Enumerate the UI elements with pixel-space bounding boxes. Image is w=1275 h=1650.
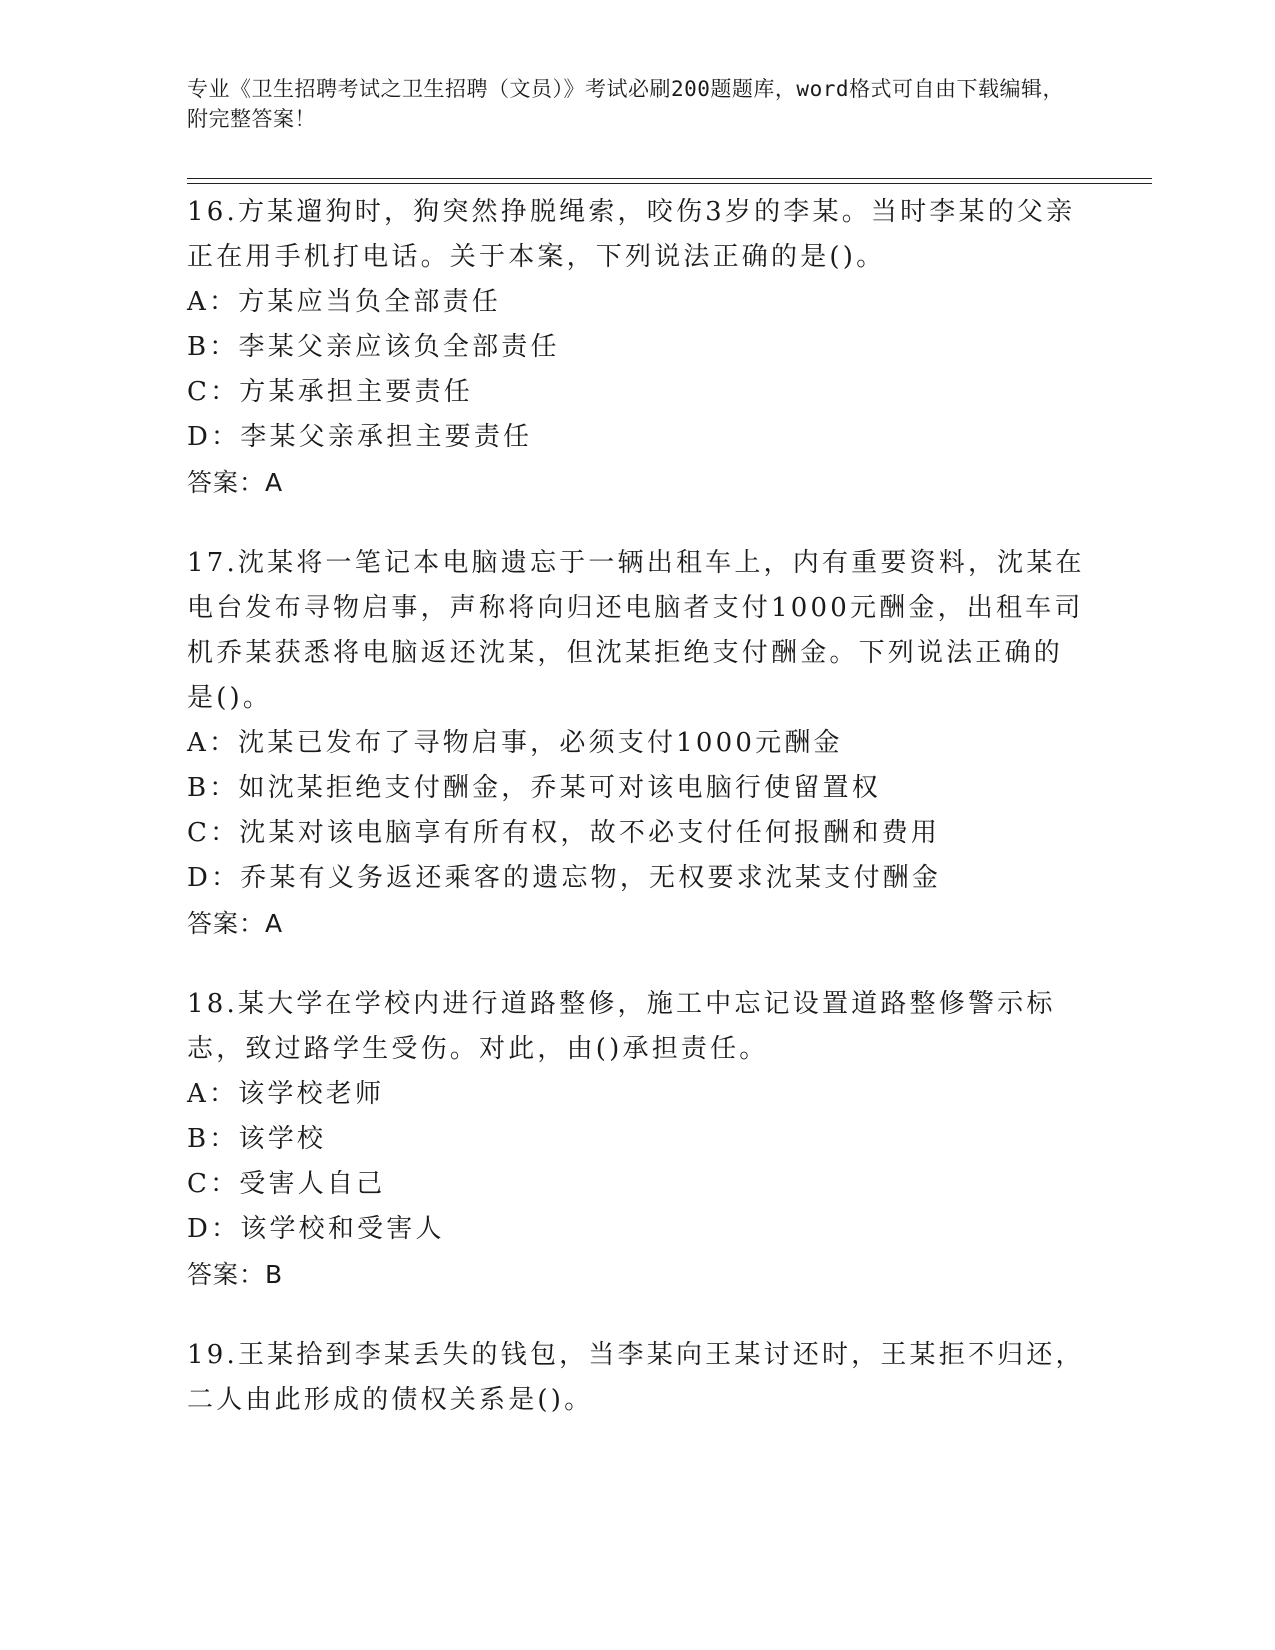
question-16 (187, 190, 1087, 505)
question-stem: 19.王某拾到李某丢失的钱包，当李某向王某讨还时，王某拒不归还，二人由此形成的债权关系是()。 (187, 1340, 1085, 1415)
option-a: A：沈某已发布了寻物启事，必须支付1000元酬金 (187, 728, 843, 758)
question-18 (187, 982, 1087, 1297)
answer: 答案：B (187, 1260, 284, 1289)
question-stem: 18.某大学在学校内进行道路整修，施工中忘记设置道路整修警示标志，致过路学生受伤。对此，由()承担责任。 (187, 989, 1056, 1064)
answer: 答案：A (187, 909, 284, 938)
header-text: 专业《卫生招聘考试之卫生招聘（文员）》考试必刷200题题库，word格式可自由下载编辑，附完整答案！ (187, 77, 1064, 131)
question-stem: 16.方某遛狗时，狗突然挣脱绳索，咬伤3岁的李某。当时李某的父亲正在用手机打电话。关于本案，下列说法正确的是()。 (187, 197, 1076, 272)
question-stem: 17.沈某将一笔记本电脑遗忘于一辆出租车上，内有重要资料，沈某在电台发布寻物启事，声称将向归还电脑者支付1000元酬金，出租车司机乔某获悉将电脑返还沈某，但沈某拒绝支付酬金。下列说法正确的是()。 (187, 548, 1085, 713)
option-b: B：该学校 (187, 1124, 327, 1154)
option-c: C：沈某对该电脑享有所有权，故不必支付任何报酬和费用 (187, 818, 941, 848)
option-b: B：李某父亲应该负全部责任 (187, 332, 560, 362)
question-19 (187, 1333, 1087, 1423)
answer: 答案：A (187, 468, 284, 497)
header-divider-bottom (187, 183, 1152, 184)
question-17 (187, 541, 1087, 946)
option-c: C：受害人自己 (187, 1169, 386, 1199)
option-a: A：方某应当负全部责任 (187, 287, 501, 317)
option-d: D：乔某有义务返还乘客的遗忘物，无权要求沈某支付酬金 (187, 863, 942, 893)
question-list (187, 190, 1087, 1459)
option-d: D：该学校和受害人 (187, 1214, 445, 1244)
option-d: D：李某父亲承担主要责任 (187, 422, 533, 452)
header-divider-top (187, 178, 1152, 179)
option-c: C：方某承担主要责任 (187, 377, 473, 407)
option-b: B：如沈某拒绝支付酬金，乔某可对该电脑行使留置权 (187, 773, 881, 803)
document-header (187, 74, 1067, 134)
option-a: A：该学校老师 (187, 1079, 385, 1109)
